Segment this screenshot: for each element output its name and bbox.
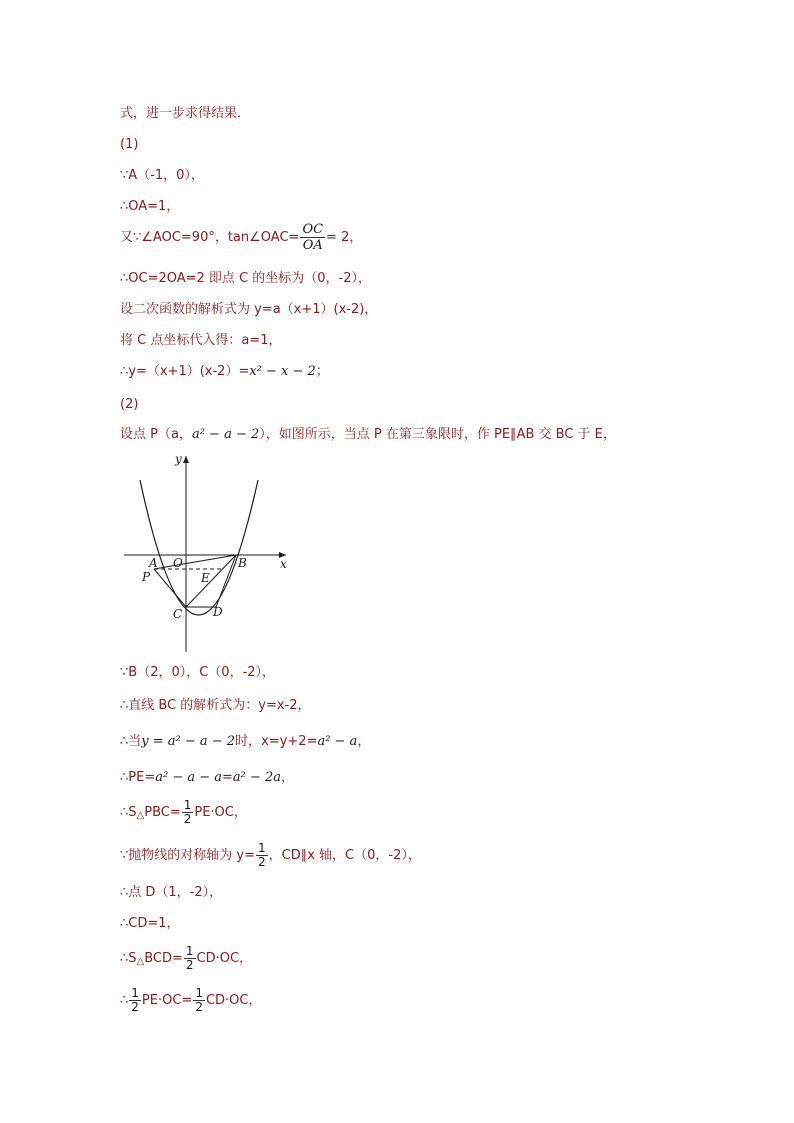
label-p: P <box>142 570 151 584</box>
fraction-oc-oa: $\frac{OC}{OA}$ <box>302 222 324 253</box>
fraction-half: $\frac{1}{2}$ <box>131 986 139 1014</box>
text-line-19: ∴CD=1， <box>120 916 180 931</box>
text-line-6: ∴OC=2OA=2 即点 C 的坐标为（0，-2）， <box>120 271 372 286</box>
text-line-18: ∴点 D（1，-2）， <box>120 885 223 900</box>
fraction-half: $\frac{1}{2}$ <box>185 944 194 972</box>
segment-pb <box>154 555 236 569</box>
fraction-half: $\frac{1}{2}$ <box>258 841 266 869</box>
label-o: O <box>173 556 183 570</box>
segment-pc <box>154 569 186 607</box>
text-line-7: 设二次函数的解析式为 y=a（x+1）(x-2)， <box>120 302 378 317</box>
label-y: y <box>175 452 182 466</box>
text-line-9: ∴y=（x+1）(x-2）=x² − x − 2； <box>120 364 329 379</box>
fraction-half: $\frac{1}{2}$ <box>183 798 192 826</box>
text-line-11: 设点 P（a，a² − a − 2），如图所示，当点 P 在第三象限时，作 PE∥AB 交 BC 于 E， <box>120 427 616 442</box>
text-line-2: (1) <box>120 137 139 152</box>
text-line-5: 又∵∠AOC=90°，tan∠OAC= $\frac{OC}{OA}$ = 2， <box>120 222 363 253</box>
text-line-21: ∴ $\frac{1}{2}$ PE·OC= $\frac{1}{2}$ CD·OC， <box>120 986 262 1014</box>
label-x: x <box>280 557 287 571</box>
text-line-1: 式，进一步求得结果． <box>120 106 251 121</box>
text-line-10: (2) <box>120 397 139 412</box>
label-c: C <box>173 607 183 621</box>
parabola-figure <box>118 450 298 656</box>
fraction-half: $\frac{1}{2}$ <box>195 986 203 1014</box>
text-line-14: ∴当y = a² − a − 2时，x=y+2=a² − a， <box>120 734 371 749</box>
text-line-17: ∵抛物线的对称轴为 y= $\frac{1}{2}$ ，CD∥x 轴，C（0，-2）， <box>120 841 421 869</box>
text-line-12: ∵B（2，0），C（0，-2）， <box>120 665 276 680</box>
label-d: D <box>213 605 223 619</box>
label-a: A <box>149 556 158 570</box>
parabola-curve <box>140 480 258 615</box>
label-b: B <box>238 556 247 570</box>
text-line-8: 将 C 点坐标代入得：a=1， <box>120 333 282 348</box>
text-line-13: ∴直线 BC 的解析式为：y=x-2， <box>120 698 311 713</box>
text-line-16: $\therefore S_\triangle PBC=$ $\frac{1}{2}$ PE·OC， <box>120 798 247 826</box>
text-line-4: ∴OA=1， <box>120 199 180 214</box>
text-line-15: ∴PE=a² − a − a=a² − 2a， <box>120 770 295 785</box>
segment-bd <box>216 555 236 607</box>
label-e: E <box>201 571 210 585</box>
text-line-20: $\therefore S_\triangle BCD=$ $\frac{1}{2}$ CD·OC， <box>120 944 253 972</box>
text-line-3: ∵A（-1，0）， <box>120 168 204 183</box>
